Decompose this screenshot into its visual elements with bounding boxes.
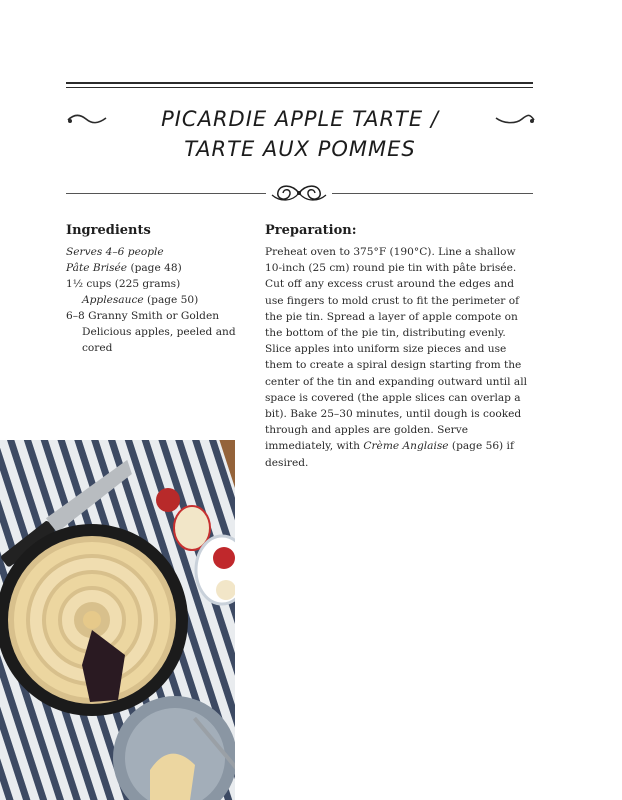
ingredient-item: Serves 4–6 people bbox=[66, 246, 164, 258]
ingredients-heading: Ingredients bbox=[66, 223, 151, 238]
ingredient-item: Pâte Brisée (page 48) bbox=[66, 262, 182, 274]
divider-right bbox=[332, 193, 533, 194]
ingredient-item: 1½ cups (225 grams) Applesauce (page 50) bbox=[66, 278, 199, 306]
top-rule-thin bbox=[66, 87, 533, 88]
ingredients-list bbox=[66, 244, 241, 356]
ingredient-item: 6–8 Granny Smith or Golden Delicious apples, peeled and cored bbox=[66, 310, 236, 354]
tart-photo-illustration bbox=[0, 440, 235, 800]
divider-left bbox=[66, 193, 266, 194]
preparation-heading: Preparation: bbox=[265, 223, 357, 238]
recipe-title bbox=[130, 104, 470, 164]
flourish-right-icon bbox=[494, 112, 536, 126]
tart-photo bbox=[0, 440, 235, 800]
recipe-title-line-1: PICARDIE APPLE TARTE / bbox=[161, 107, 439, 131]
flourish-left-icon bbox=[66, 112, 108, 126]
top-rule-thick bbox=[66, 82, 533, 84]
recipe-title-line-2: TARTE AUX POMMES bbox=[184, 137, 416, 161]
center-ornament-icon bbox=[266, 180, 332, 206]
preparation-text: Preheat oven to 375°F (190°C). Line a shallow 10-inch (25 cm) round pie tin with pâte brisée. Cut off any excess crust around the edges and use fingers to mold crust to fit the perimeter of the pie tin. Spread a layer of apple compote on the bottom of the pie tin, distributing evenly. Slice apples into uniform size pieces and use them to create a spiral design starting from the center of the tin and expanding outward until all space is covered (the apple slices can overlap a bit). Bake 25–30 minutes, until dough is cooked through and apples are golden. Serve immediately, with Crème Anglaise (page 56) if desired. bbox=[265, 246, 527, 469]
